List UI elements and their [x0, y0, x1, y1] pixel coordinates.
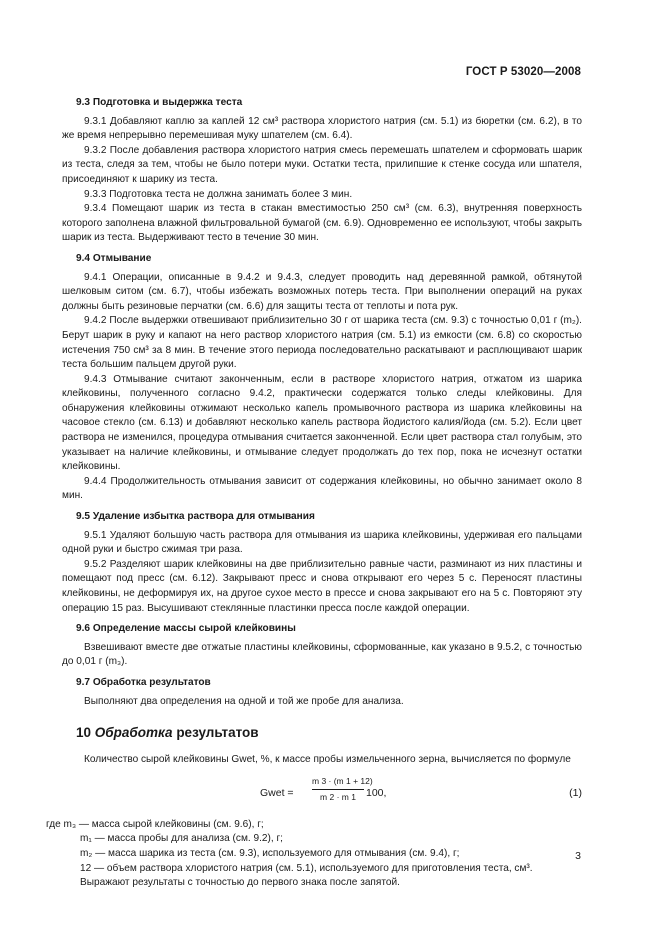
formula-fraction: [312, 775, 373, 803]
paragraph-9-4-3: 9.4.3 Отмывание считают законченным, если в растворе хлористого натрия, отжатом из шарика клейковины, полученного согласно 9.4.2, практически содержатся только следы клейковины. Для обнаружения клейковины отжимают несколько капель промывочного раствора из шарика клейковины на часовое стекло (см. 6.13) и добавляют несколько капель раствора йодистого калия/йода (см. 5.2). Если цвет раствора не изменился, процедура отмывания считается законченной. Если цвет раствора стал голубым, это указывает на наличие клейковины, и отмывание следует продолжать до тех пор, пока не исчезнут остатки клейковины.: [62, 373, 582, 473]
definition-m2: m₂ — масса шарика из теста (см. 9.3), используемого для отмывания (см. 9.4), г;: [80, 847, 460, 859]
standard-code: ГОСТ Р 53020—2008: [465, 66, 581, 78]
section-10-title-rest: результатов: [176, 725, 259, 741]
paragraph-9-5-1: 9.5.1 Удаляют большую часть раствора для отмывания из шарика клейковины, удерживая его пальцами одной руки и быстро сжимая три раза.: [62, 529, 582, 556]
definition-m3: где m₃ — масса сырой клейковины (см. 9.6), г;: [46, 818, 264, 830]
formula-block: [62, 776, 582, 808]
section-heading-9-7: 9.7 Обработка результатов: [76, 676, 211, 688]
formula-intro: Количество сырой клейковины Gwet, %, к массе пробы измельченного зерна, вычисляется по формуле: [84, 754, 571, 766]
paragraph-9-3-1: 9.3.1 Добавляют каплю за каплей 12 см³ раствора хлористого натрия (см. 5.1) из бюретки (см. 6.2), в то же время непрерывно перемешивая муку шпателем (см. 6.4).: [62, 115, 582, 142]
paragraph-9-5-2: 9.5.2 Разделяют шарик клейковины на две приблизительно равные части, разминают из них пластины и помещают под пресс (см. 6.12). Закрывают пресс и снова открывают его через 5 с. Переносят пластины клейковины, не деформируя их, на другое сухое место в прессе и снова закрывают его на 5 с. Повторяют эту операцию 15 раз. Высушивают стеклянные пластинки пресса после каждой операции.: [62, 558, 582, 614]
paragraph-9-4-1: 9.4.1 Операции, описанные в 9.4.2 и 9.4.3, следует проводить над деревянной рамкой, обтянутой шелковым ситом (см. 6.7), чтобы избежать возможных потерь теста. При выполнении операций на руках должны быть резиновые перчатки (см. 6.6) для защиты теста от теплоты и пота рук.: [62, 271, 582, 312]
fraction-bar: [312, 789, 364, 790]
variable-definitions: [46, 818, 582, 891]
result-precision-note: Выражают результаты с точностью до первого знака после запятой.: [80, 877, 400, 889]
paragraph-9-4-4: 9.4.4 Продолжительность отмывания зависит от содержания клейковины, но обычно занимает около 8 мин.: [62, 475, 582, 502]
section-10-title-italic: Обработка: [94, 725, 173, 741]
section-heading-10: [76, 725, 582, 741]
section-heading-9-5: 9.5 Удаление избытка раствора для отмывания: [76, 511, 315, 523]
paragraph-9-6: Взвешивают вместе две отжатые пластины клейковины, сформованные, как указано в 9.5.2, с точностью до 0,01 г (m₃).: [62, 641, 582, 668]
page-number: 3: [575, 850, 581, 862]
definition-m1: m₁ — масса пробы для анализа (см. 9.2), г;: [80, 833, 283, 845]
formula-tail: 100,: [366, 786, 387, 799]
section-heading-9-6: 9.6 Определение массы сырой клейковины: [76, 623, 296, 635]
equation-number: (1): [569, 786, 582, 799]
section-heading-9-3: 9.3 Подготовка и выдержка теста: [76, 97, 243, 108]
paragraph-9-3-2: 9.3.2 После добавления раствора хлористого натрия смесь перемешать шпателем и сформовать шарик из теста, следя за тем, чтобы не было потери муки. Остатки теста, прилипшие к стенке сосуда или шпателя, присоединяют к шарику из теста.: [62, 144, 582, 185]
definition-12: 12 — объем раствора хлористого натрия (см. 5.1), используемого для приготовления теста, см³.: [80, 862, 533, 874]
paragraph-9-3-4: 9.3.4 Помещают шарик из теста в стакан вместимостью 250 см³ (см. 6.3), внутренняя поверхность которого заполнена влажной фильтровальной бумагой (см. 6.9). Одновременно ее используют, чтобы закрыть шарик из теста. Выдерживают тесто в течение 30 мин.: [62, 203, 582, 244]
section-10-number: 10: [76, 725, 92, 741]
paragraph-9-4-2: 9.4.2 После выдержки отвешивают приблизительно 30 г от шарика теста (см. 9.3) с точностью 0,01 г (m₂). Берут шарик в руку и капают на него раствор хлористого натрия (см. 5.1) из емкости (см. 6.8) со скоростью истечения 750 см³ за 8 мин. В течение этого периода последовательно раскатывают и расплющивают шарик теста большим пальцем другой руки.: [62, 315, 582, 371]
paragraph-9-7: Выполняют два определения на одной и той же пробе для анализа.: [84, 695, 404, 707]
formula-lhs: Gwet =: [260, 786, 294, 799]
section-heading-9-4: 9.4 Отмывание: [76, 252, 152, 264]
document-body: [46, 96, 582, 891]
formula-numerator: m 3 · (m 1 + 12): [312, 775, 373, 786]
paragraph-9-3-3: 9.3.3 Подготовка теста не должна занимать более 3 мин.: [84, 188, 353, 200]
formula-denominator: m 2 · m 1: [320, 791, 356, 802]
